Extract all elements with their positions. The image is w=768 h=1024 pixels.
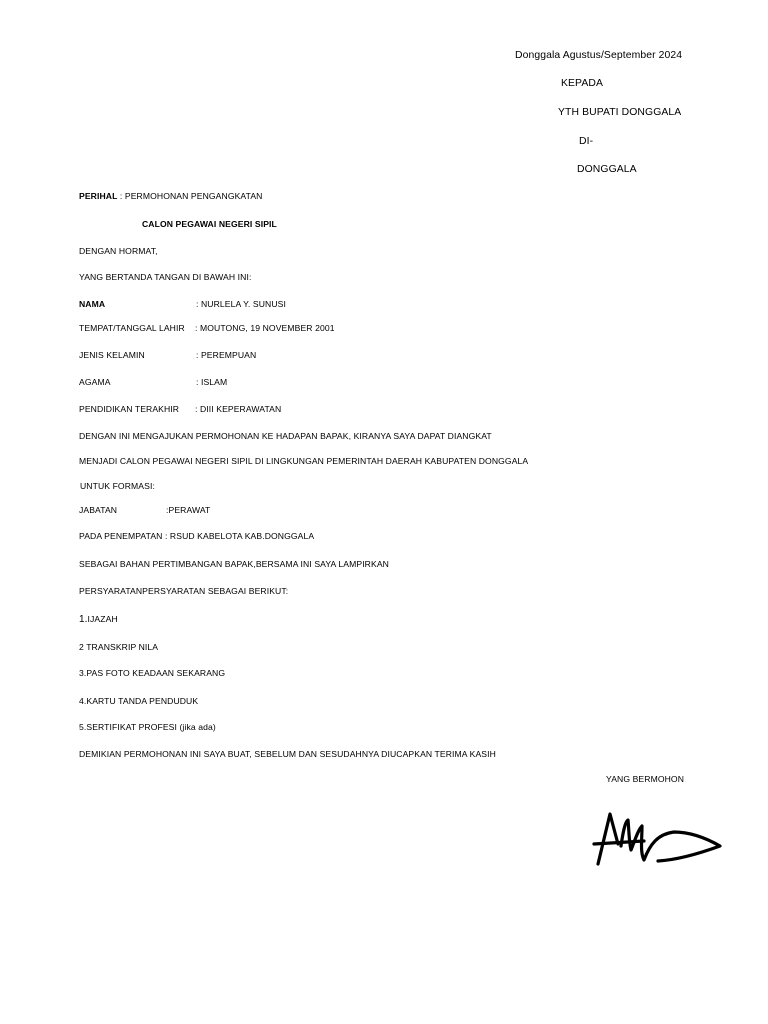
subject-label: PERIHAL — [79, 191, 118, 201]
identity-label-birth: TEMPAT/TANGGAL LAHIR — [79, 323, 185, 333]
closing-line: DEMIKIAN PERMOHONAN INI SAYA BUAT, SEBELUM DAN SESUDAHNYA DIUCAPKAN TERIMA KASIH — [79, 749, 496, 759]
position-label: JABATAN — [79, 505, 118, 515]
subject-value: : PERMOHONAN PENGANGKATAN — [117, 191, 263, 201]
identity-label-gender: JENIS KELAMIN — [79, 350, 145, 360]
identity-value-name: : NURLELA Y. SUNUSI — [196, 299, 286, 309]
subject-line — [79, 191, 262, 202]
identity-label-name: NAMA — [79, 299, 106, 309]
identity-value-birth: : MOUTONG, 19 NOVEMBER 2001 — [195, 323, 335, 333]
signoff: YANG BERMOHON — [606, 774, 685, 784]
handwritten-signature-icon — [588, 806, 728, 872]
body-paragraph-line-1: DENGAN INI MENGAJUKAN PERMOHONAN KE HADAPAN BAPAK, KIRANYA SAYA DAPAT DIANGKAT — [79, 431, 492, 441]
attachment-intro-line-1: SEBAGAI BAHAN PERTIMBANGAN BAPAK,BERSAMA INI SAYA LAMPIRKAN — [79, 559, 389, 569]
identity-label-religion: AGAMA — [79, 377, 111, 387]
recipient: YTH BUPATI DONGGALA — [558, 107, 682, 118]
placement-line: PADA PENEMPATAN : RSUD KABELOTA KAB.DONGGALA — [79, 531, 315, 541]
attachment-intro-line-2: PERSYARATANPERSYARATAN SEBAGAI BERIKUT: — [79, 586, 289, 596]
formation-label: UNTUK FORMASI: — [80, 481, 155, 491]
attachment-number: 1. — [79, 614, 88, 625]
attachment-text: IJAZAH — [87, 614, 118, 624]
intro-line: YANG BERTANDA TANGAN DI BAWAH INI: — [79, 272, 252, 282]
recipient-di: DI- — [579, 136, 594, 147]
attachment-item: 3.PAS FOTO KEADAAN SEKARANG — [79, 668, 226, 678]
body-paragraph-line-2: MENJADI CALON PEGAWAI NEGERI SIPIL DI LINGKUNGAN PEMERINTAH DAERAH KABUPATEN DONGGALA — [79, 456, 529, 466]
identity-value-religion: : ISLAM — [196, 377, 228, 387]
attachment-item: 2 TRANSKRIP NILA — [79, 642, 159, 652]
identity-label-education: PENDIDIKAN TERAKHIR — [79, 404, 180, 414]
attachment-item — [79, 614, 118, 625]
recipient-city: DONGGALA — [577, 164, 637, 175]
attachment-item: 4.KARTU TANDA PENDUDUK — [79, 696, 199, 706]
greeting: DENGAN HORMAT, — [79, 246, 158, 256]
to-label: KEPADA — [561, 78, 603, 89]
attachment-item: 5.SERTIFIKAT PROFESI (jika ada) — [79, 722, 216, 732]
identity-value-education: : DIII KEPERAWATAN — [195, 404, 282, 414]
subject-line-2: CALON PEGAWAI NEGERI SIPIL — [142, 219, 277, 229]
identity-value-gender: : PEREMPUAN — [196, 350, 257, 360]
place-date: Donggala Agustus/September 2024 — [515, 50, 683, 61]
position-value: :PERAWAT — [166, 505, 211, 515]
